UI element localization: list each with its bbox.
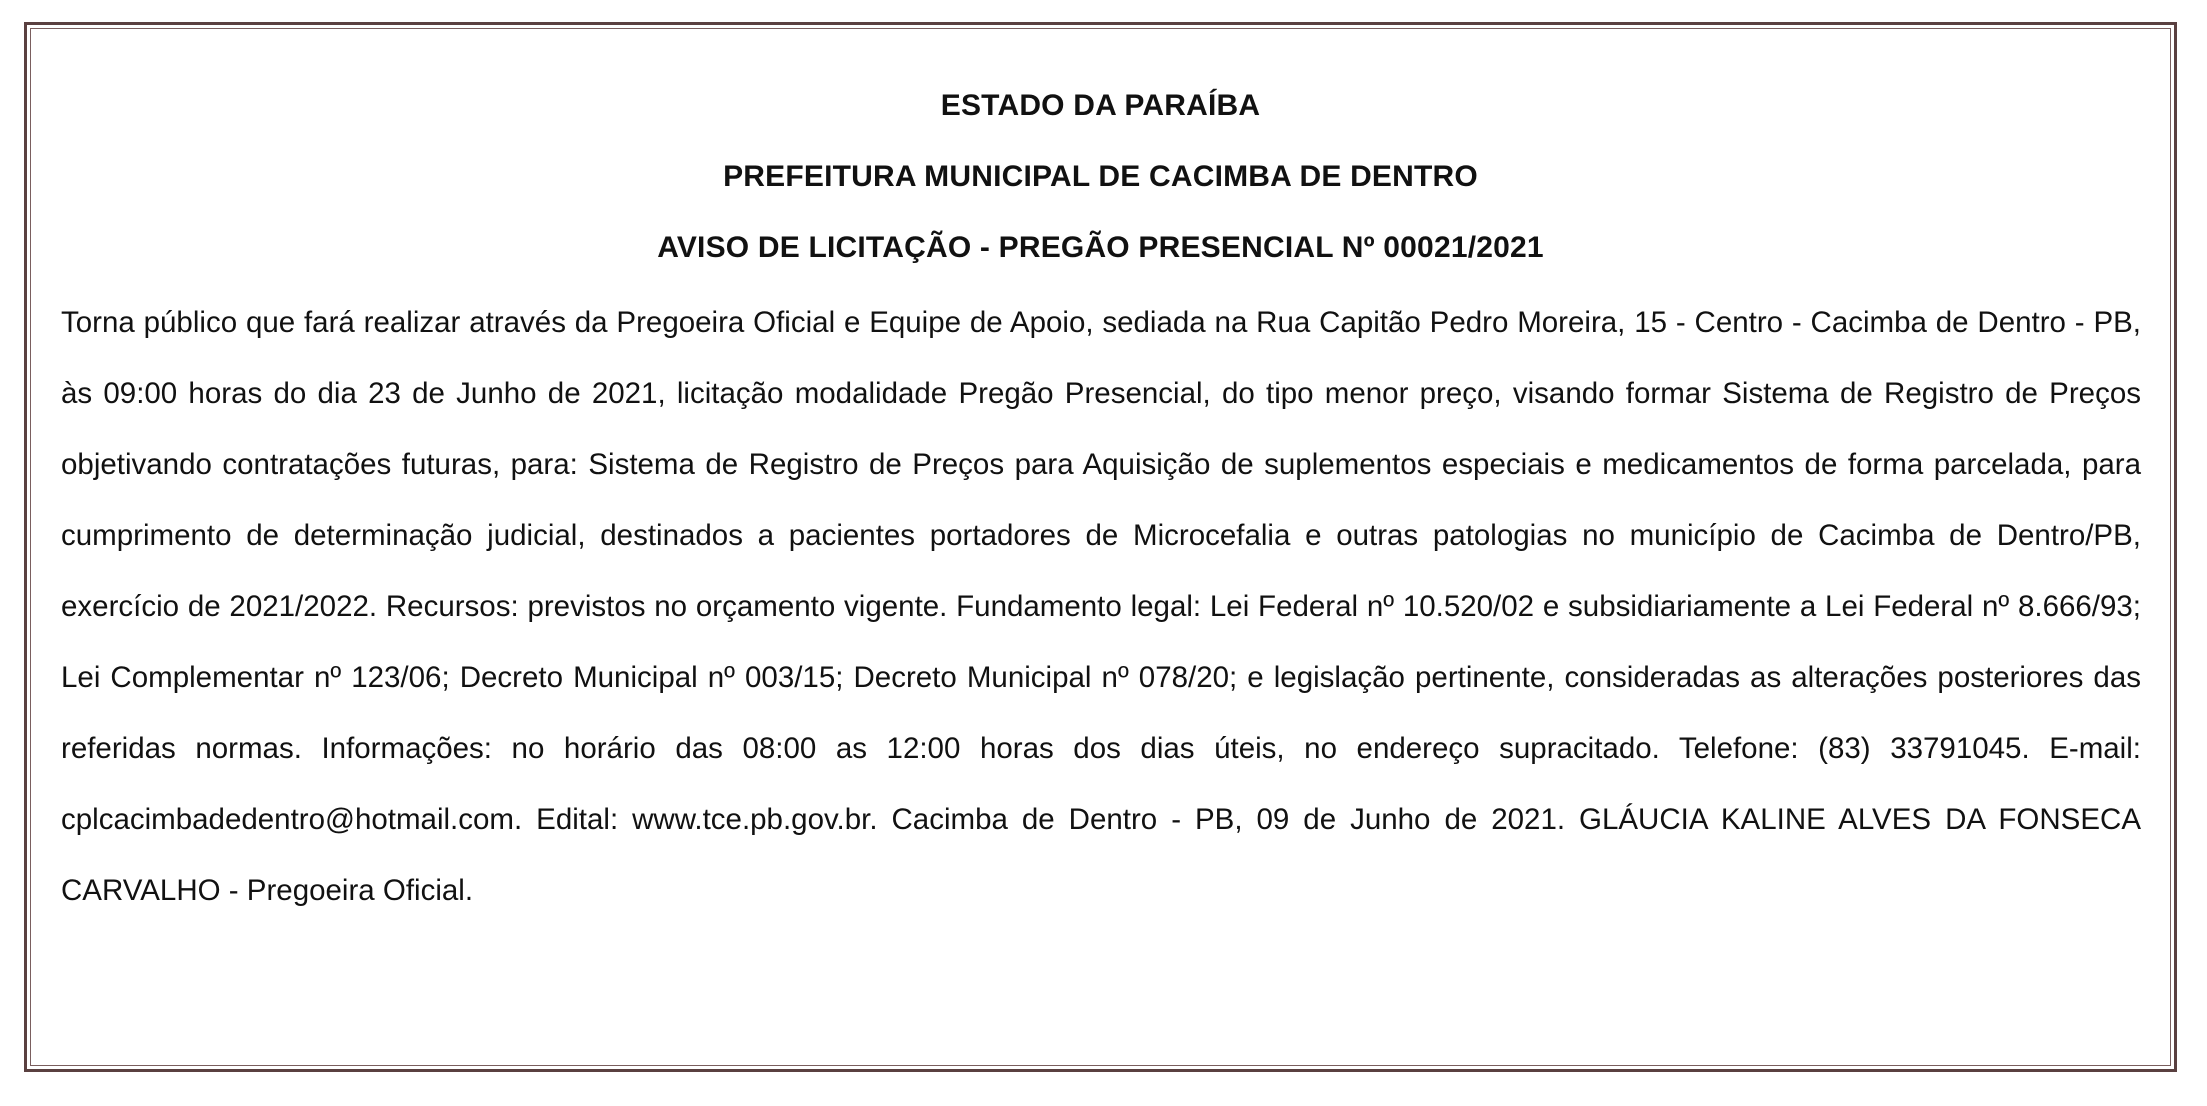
notice-title: AVISO DE LICITAÇÃO - PREGÃO PRESENCIAL Nº 00021/2021 (657, 231, 1544, 264)
notice-body-text: Torna público que fará realizar através da Pregoeira Oficial e Equipe de Apoio, sediada na Rua Capitão Pedro Moreira, 15 - Centro - Cacimba de Dentro - PB, às 09:00 horas do dia 23 de Junho de 2021, licitação modalidade Pregão Presencial, do tipo menor preço, visando formar Sistema de Registro de Preços objetivando contratações futuras, para: Sistema de Registro de Preços para Aquisição de suplementos especiais e medicamentos de forma parcelada, para cumprimento de determinação judicial, destinados a pacientes portadores de Microcefalia e outras patologias no município de Cacimba de Dentro/PB, exercício de 2021/2022. Recursos: previstos no orçamento vigente. Fundamento legal: Lei Federal nº 10.520/02 e subsidiariamente a Lei Federal nº 8.666/93; Lei Complementar nº 123/06; Decreto Municipal nº 003/15; Decreto Municipal nº 078/20; e legislação pertinente, consideradas as alterações posteriores das referidas normas. Informações: no horário das 08:00 as 12:00 horas dos dias úteis, no endereço supracitado. Telefone: (83) 33791045. E-mail: cplcacimbadedentro@hotmail.com. Edital: www.tce.pb.gov.br. Cacimba de Dentro - PB, 09 de Junho de 2021. GLÁUCIA KALINE ALVES DA FONSECA CARVALHO - Pregoeira Oficial. (61, 306, 2141, 907)
state-heading: ESTADO DA PARAÍBA (940, 89, 1261, 122)
notice-frame (24, 22, 2177, 1072)
prefecture-heading: PREFEITURA MUNICIPAL DE CACIMBA DE DENTRO (723, 160, 1478, 193)
